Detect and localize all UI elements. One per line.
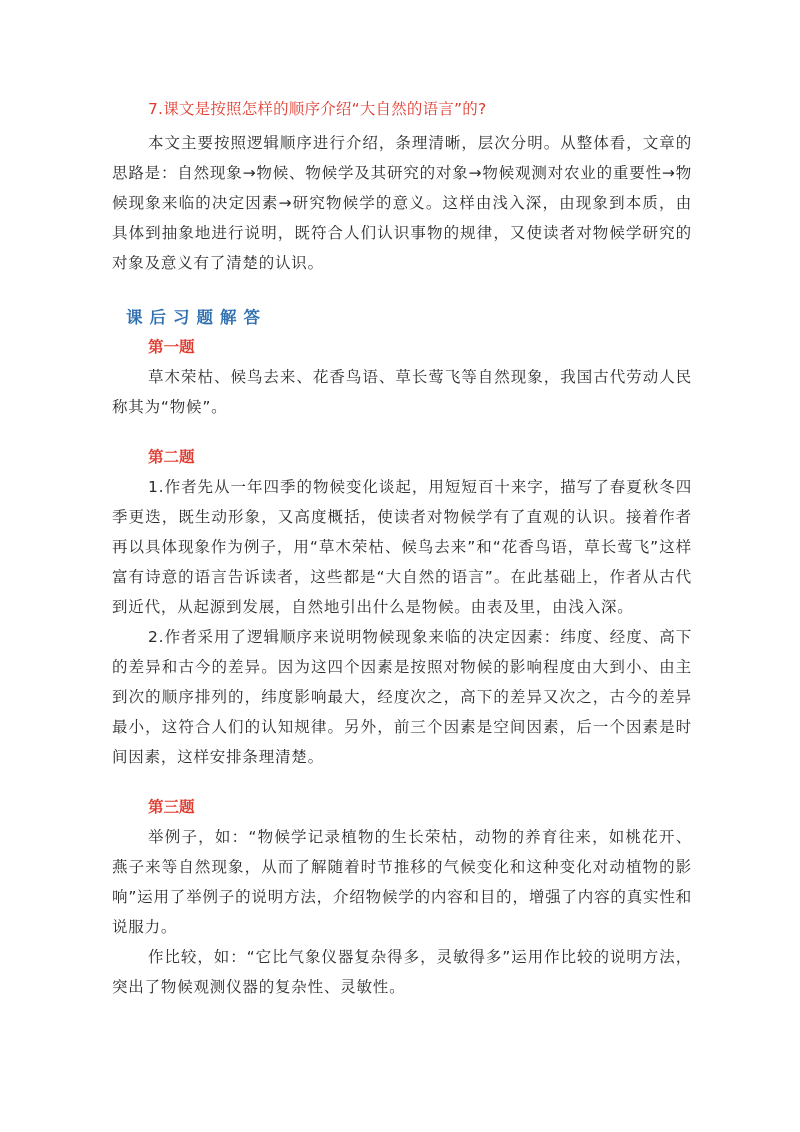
exercise-2-paragraph-2: 2.作者采用了逻辑顺序来说明物候现象来临的决定因素：纬度、经度、高下的差异和古今的差异。因为这四个因素是按照对物候的影响程度由大到小、由主到次的顺序排列的，纬度影响最大，经度次之，高下的差异又次之，古今的差异最小，这符合人们的认知规律。另外，前三个因素是空间因素，后一个因素是时间因素，这样安排条理清楚。	[112, 628, 692, 766]
exercise-2-paragraph-1: 1.作者先从一年四季的物候变化谈起，用短短百十来字，描写了春夏秋冬四季更迭，既生动形象，又高度概括，使读者对物候学有了直观的认识。接着作者再以具体现象作为例子，用“草木荣枯、候鸟去来”和“花香鸟语，草长莺飞”这样富有诗意的语言告诉读者，这些都是“大自然的语言”。在此基础上，作者从古代到近代，从起源到发展，自然地引出什么是物候。由表及里，由浅入深。	[112, 478, 692, 616]
spacer	[112, 422, 692, 444]
exercise-1-title: 第一题	[148, 338, 195, 356]
spacer	[112, 772, 692, 794]
exercise-3-title: 第三题	[148, 798, 195, 816]
section-heading: 课后习题解答	[126, 308, 267, 327]
question-7-heading: 7.课文是按照怎样的顺序介绍“大自然的语言”的?	[148, 100, 487, 118]
exercise-2-title: 第二题	[148, 448, 195, 466]
document-content	[112, 98, 692, 1002]
exercise-3-paragraph-2: 作比较，如：“它比气象仪器复杂得多，灵敏得多”运用作比较的说明方法，突出了物候观测仪器的复杂性、灵敏性。	[112, 948, 692, 996]
exercise-3-paragraph-1: 举例子，如：“物候学记录植物的生长荣枯，动物的养育往来，如桃花开、燕子来等自然现象，从而了解随着时节推移的气候变化和这种变化对动植物的影响”运用了举例子的说明方法，介绍物候学的内容和目的，增强了内容的真实性和说服力。	[112, 828, 692, 936]
question-7-answer: 本文主要按照逻辑顺序进行介绍，条理清晰，层次分明。从整体看，文章的思路是：自然现象→物候、物候学及其研究的对象→物候观测对农业的重要性→物候现象来临的决定因素→研究物候学的意义。这样由浅入深，由现象到本质，由具体到抽象地进行说明，既符合人们认识事物的规律，又使读者对物候学研究的对象及意义有了清楚的认识。	[112, 134, 692, 272]
exercise-1-paragraph: 草木荣枯、候鸟去来、花香鸟语、草长莺飞等自然现象，我国古代劳动人民称其为“物候”。	[112, 368, 692, 416]
